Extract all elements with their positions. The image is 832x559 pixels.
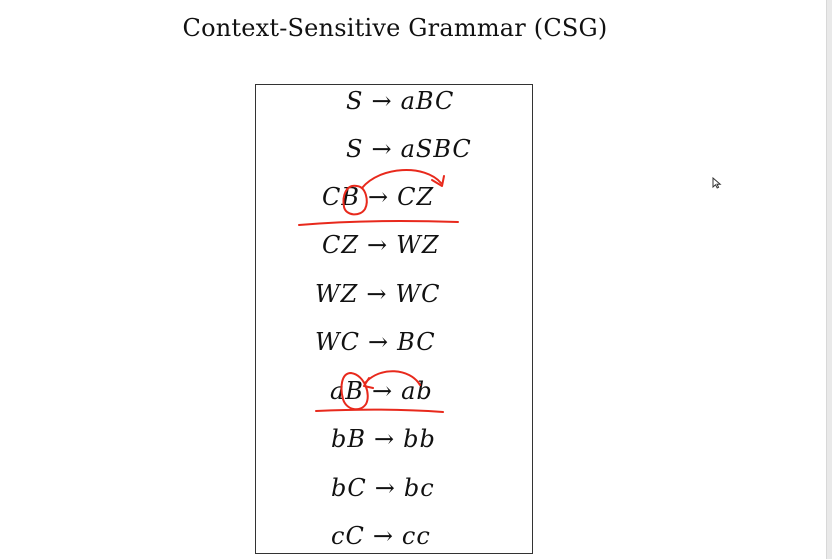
rule-rhs: CZ	[397, 183, 435, 211]
production-rule	[330, 377, 433, 405]
production-rule	[322, 231, 440, 259]
arrow-icon: →	[368, 183, 390, 211]
arrow-icon: →	[374, 425, 396, 453]
rule-rhs: ab	[401, 377, 433, 405]
rule-rhs: aBC	[400, 87, 455, 115]
rule-lhs: S	[346, 135, 364, 163]
rule-rhs: BC	[397, 328, 436, 356]
page-title: Context-Sensitive Grammar (CSG)	[182, 14, 608, 42]
production-rule	[331, 425, 436, 453]
production-rule	[346, 87, 454, 115]
production-rule	[331, 522, 431, 550]
rule-rhs: cc	[401, 522, 431, 550]
arrow-icon: →	[368, 328, 390, 356]
rule-lhs: CB	[322, 183, 360, 211]
rule-rhs: aSBC	[400, 135, 472, 163]
production-rule	[346, 135, 472, 163]
arrow-icon: →	[367, 231, 389, 259]
arrow-icon: →	[372, 522, 394, 550]
mouse-pointer-icon	[712, 177, 722, 189]
rule-lhs: WC	[315, 328, 361, 356]
arrow-icon: →	[374, 474, 396, 502]
arrow-icon: →	[366, 280, 388, 308]
arrow-icon: →	[371, 377, 394, 405]
rule-lhs: aB	[330, 377, 364, 405]
production-rule	[331, 474, 435, 502]
rule-lhs: CZ	[322, 231, 360, 259]
window-edge	[826, 0, 832, 559]
rule-rhs: bc	[403, 474, 435, 502]
rule-lhs: bB	[331, 425, 366, 453]
rule-rhs: bb	[403, 425, 436, 453]
production-rule	[315, 328, 436, 356]
rule-lhs: S	[346, 87, 364, 115]
rule-lhs: cC	[331, 522, 365, 550]
arrow-icon: →	[371, 135, 393, 163]
rule-rhs: WZ	[396, 231, 440, 259]
rule-rhs: WC	[395, 280, 441, 308]
rule-lhs: bC	[331, 474, 367, 502]
arrow-icon: →	[371, 87, 393, 115]
rule-lhs: WZ	[315, 280, 359, 308]
production-rule	[322, 183, 434, 211]
production-rule	[315, 280, 440, 308]
